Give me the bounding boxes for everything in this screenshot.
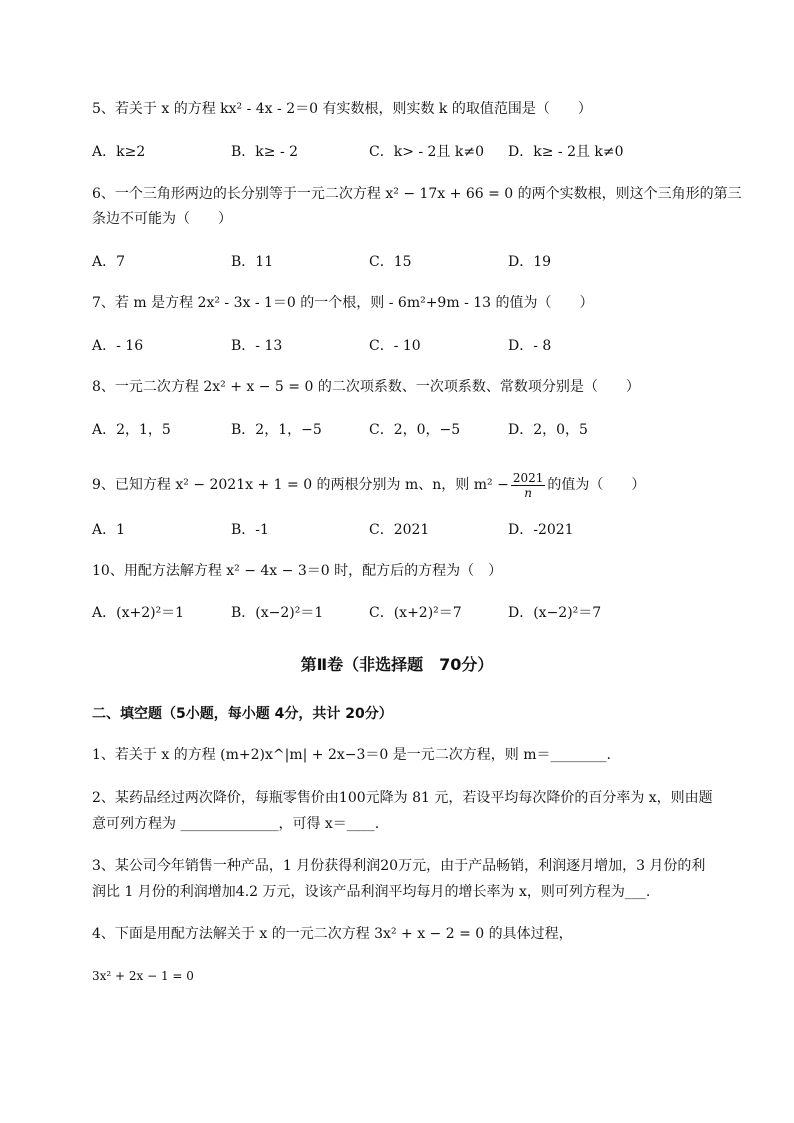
fill-in-section-heading: 二、填空题（5小题，每小题 4分，共计 20分） xyxy=(92,706,393,722)
question-7-options xyxy=(92,337,732,355)
option-b[interactable]: B．k≥ - 2 xyxy=(231,144,299,160)
fraction-numerator: 2021 xyxy=(512,471,544,485)
fill-question-2-line1: 2、某药品经过两次降价，每瓶零售价由100元降为 81 元，若设平均每次降价的百分率为 x，则由题 xyxy=(92,790,713,806)
question-9-options xyxy=(92,521,732,539)
fraction-denominator: n xyxy=(524,486,532,500)
fill-question-3-line2: 润比 1 月份的利润增加4.2 万元，设该产品利润平均每月的增长率为 x，则可列方程为___. xyxy=(92,884,651,900)
question-9-stem xyxy=(92,470,645,499)
option-b[interactable]: B．2，1，−5 xyxy=(231,422,322,438)
question-10-options xyxy=(92,604,732,622)
question-5-options xyxy=(92,143,732,161)
fill-question-4-line1: 4、下面是用配方法解关于 x 的一元二次方程 3x² + x − 2 = 0 的具体过程， xyxy=(92,926,573,942)
option-d[interactable]: D．-2021 xyxy=(508,522,574,538)
option-d[interactable]: D．k≥ - 2且 k≠0 xyxy=(508,144,624,160)
question-7-stem: 7、若 m 是方程 2x² - 3x - 1＝0 的一个根，则 - 6m²+9m - 13 的值为（ ） xyxy=(92,295,594,311)
option-b[interactable]: B．- 13 xyxy=(231,338,283,354)
fill-question-2-line2: 意可列方程为 ______________，可得 x＝____. xyxy=(92,816,380,832)
question-5-stem: 5、若关于 x 的方程 kx² - 4x - 2＝0 有实数根，则实数 k 的取值范围是（ ） xyxy=(92,101,592,117)
option-a[interactable]: A．2，1，5 xyxy=(92,422,171,438)
fill-question-4-equation: 3x² + 2x − 1 = 0 xyxy=(92,969,194,983)
question-9-stem-before: 9、已知方程 x² − 2021x + 1 = 0 的两根分别为 m、n，则 m² − xyxy=(92,476,509,493)
fraction xyxy=(511,471,546,500)
question-10-stem: 10、用配方法解方程 x² − 4x − 3＝0 时，配方后的方程为（ ） xyxy=(92,563,503,579)
question-8-stem: 8、一元二次方程 2x² + x − 5 = 0 的二次项系数、一次项系数、常数项分别是（ ） xyxy=(92,379,640,395)
part-2-title: 第Ⅱ卷（非选择题 70分） xyxy=(300,655,494,674)
fill-question-1: 1、若关于 x 的方程 (m+2)x^|m| + 2x−3＝0 是一元二次方程，则 m＝________. xyxy=(92,747,611,763)
option-c[interactable]: C．2021 xyxy=(369,522,430,538)
fill-question-3-line1: 3、某公司今年销售一种产品，1 月份获得利润20万元，由于产品畅销，利润逐月增加，3 月份的利 xyxy=(92,858,706,874)
option-a[interactable]: A．k≥2 xyxy=(92,144,146,160)
option-d[interactable]: D．- 8 xyxy=(508,338,552,354)
option-d[interactable]: D．(x−2)²＝7 xyxy=(508,605,602,621)
option-c[interactable]: C．(x+2)²＝7 xyxy=(369,605,462,621)
option-c[interactable]: C．k> - 2且 k≠0 xyxy=(369,144,485,160)
question-6-stem-line1: 6、一个三角形两边的长分别等于一元二次方程 x² − 17x + 66 = 0 的两个实数根，则这个三角形的第三 xyxy=(92,186,742,202)
option-a[interactable]: A．7 xyxy=(92,254,126,270)
question-6-stem-line2: 条边不可能为（ ） xyxy=(92,211,232,227)
option-c[interactable]: C．- 10 xyxy=(369,338,421,354)
option-a[interactable]: A．1 xyxy=(92,522,126,538)
option-b[interactable]: B．(x−2)²＝1 xyxy=(231,605,324,621)
question-9-stem-after: 的值为（ ） xyxy=(547,476,646,493)
option-c[interactable]: C．15 xyxy=(369,254,412,270)
option-a[interactable]: A．- 16 xyxy=(92,338,144,354)
option-b[interactable]: B．11 xyxy=(231,254,274,270)
question-8-options xyxy=(92,421,732,439)
option-d[interactable]: D．2，0，5 xyxy=(508,422,588,438)
option-d[interactable]: D．19 xyxy=(508,254,552,270)
option-c[interactable]: C．2，0，−5 xyxy=(369,422,461,438)
question-6-options xyxy=(92,253,732,271)
option-b[interactable]: B．-1 xyxy=(231,522,269,538)
option-a[interactable]: A．(x+2)²＝1 xyxy=(92,605,185,621)
